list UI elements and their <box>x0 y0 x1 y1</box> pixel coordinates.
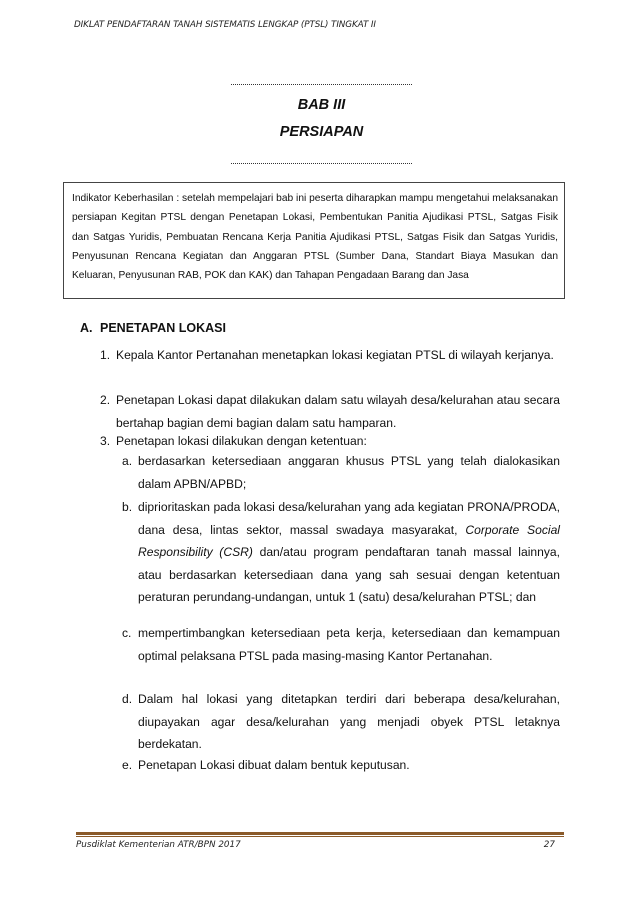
sub-list-item-letter: e. <box>122 758 133 772</box>
section-title: PENETAPAN LOKASI <box>100 321 226 335</box>
list-item-number: 3. <box>100 434 111 448</box>
sub-list-item-text: mempertimbangkan ketersediaan peta kerja, ketersediaan dan kemampuan optimal pelaksana PTSL pada masing-masing Kantor Pertanahan. <box>138 626 560 663</box>
sub-list-item-letter: b. <box>122 500 133 514</box>
running-header: DIKLAT PENDAFTARAN TANAH SISTEMATIS LENGKAP (PTSL) TINGKAT II <box>74 20 376 30</box>
page-number: 27 <box>543 840 555 850</box>
sub-list-item <box>122 496 560 609</box>
list-item-number: 1. <box>100 348 111 362</box>
sub-list-item <box>122 450 560 495</box>
sub-list-item-text <box>122 496 560 609</box>
list-item-text: Penetapan Lokasi dapat dilakukan dalam satu wilayah desa/kelurahan atau secara bertahap bagian demi bagian dalam satu hamparan. <box>116 393 560 430</box>
footer-text: Pusdiklat Kementerian ATR/BPN 2017 <box>76 840 241 850</box>
footer-rule-thin <box>76 836 564 837</box>
sub-list-item-text-italic: Corporate Social Responsibility (CSR) <box>138 522 560 559</box>
indicator-box <box>63 182 565 299</box>
chapter-title: PERSIAPAN <box>279 124 364 140</box>
sub-list-item-text-pre: diprioritaskan pada lokasi desa/kelurahan yang ada kegiatan PRONA/PRODA, dana desa, lintas sektor, massal swadaya masyarakat, <box>138 500 560 537</box>
sub-list-item <box>122 622 560 667</box>
section-letter: A. <box>80 321 93 335</box>
sub-list-item-letter: d. <box>122 692 133 706</box>
sub-list-item-text: berdasarkan ketersediaan anggaran khusus PTSL yang telah dialokasikan dalam APBN/APBD; <box>138 454 560 491</box>
divider-top <box>231 84 412 85</box>
footer-rule <box>76 832 564 835</box>
sub-list-item-text-post: dan/atau program pendaftaran tanah massal lainnya, atau berdasarkan ketersediaan dana yang sah sesuai dengan ketentuan peraturan perundang-undangan, untuk 1 (satu) desa/kelurahan PTSL; dan <box>138 545 560 604</box>
sub-list-item <box>122 754 560 777</box>
sub-list-item-letter: a. <box>122 454 133 468</box>
list-item-number: 2. <box>100 393 111 407</box>
list-item-text: Penetapan lokasi dilakukan dengan ketentuan: <box>116 434 367 448</box>
sub-list-item-text: Penetapan Lokasi dibuat dalam bentuk keputusan. <box>138 758 410 772</box>
sub-list-item <box>122 688 560 756</box>
list-item <box>100 344 560 367</box>
divider-bottom <box>231 163 412 164</box>
list-item <box>100 389 560 434</box>
sub-list-item-text: Dalam hal lokasi yang ditetapkan terdiri dari beberapa desa/kelurahan, diupayakan agar desa/kelurahan yang menjadi obyek PTSL letaknya berdekatan. <box>138 692 560 751</box>
chapter-number: BAB III <box>297 97 346 113</box>
section-heading <box>80 321 226 335</box>
indicator-text: Indikator Keberhasilan : setelah mempelajari bab ini peserta diharapkan mampu mengetahui melaksanakan persiapan Kegitan PTSL dengan Penetapan Lokasi, Pembentukan Panitia Ajudikasi PTSL, Satgas Fisik dan Satgas Yuridis, Pembuatan Rencana Kerja Panitia Ajudikasi PTSL, Satgas Fisik dan Satgas Yuridis, Penyusunan Rencana Kegiatan dan Anggaran PTSL (Sumber Dana, Standart Biaya Masukan dan Keluaran, Penyusunan RAB, POK dan KAK) dan Tahapan Pengadaan Barang dan Jasa <box>72 193 558 282</box>
sub-list-item-letter: c. <box>122 626 132 640</box>
list-item-text: Kepala Kantor Pertanahan menetapkan lokasi kegiatan PTSL di wilayah kerjanya. <box>116 348 554 362</box>
